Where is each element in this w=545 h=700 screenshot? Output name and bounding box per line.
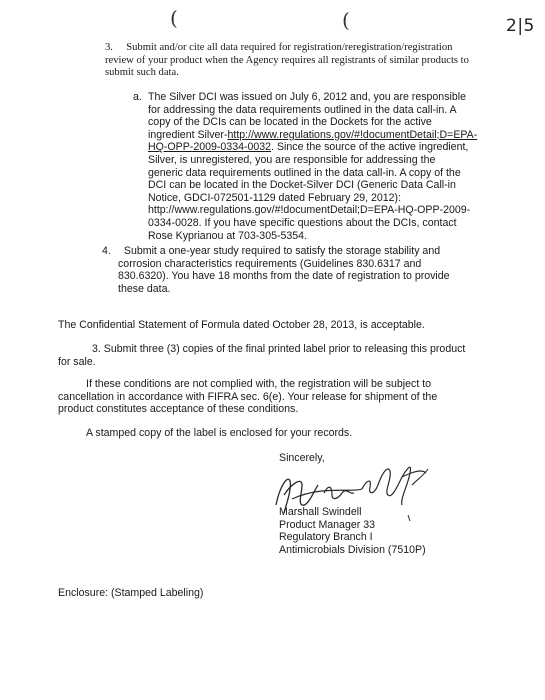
item-3a-line-3: copy of the DCIs can be located in the Dockets for the active (148, 116, 432, 129)
item-3a-line-8: DCI can be located in the Docket-Silver DCI (Generic Data Call-in (148, 179, 456, 192)
item-3a-line-5-text: . Since the source of the active ingredient, (271, 141, 469, 154)
item-4-line-3: 830.6320). You have 18 months from the date of registration to provide (118, 270, 450, 283)
item-4-line-1: Submit a one-year study required to satisfy the storage stability and (123, 245, 441, 257)
item-3-line-1: Submit and/or cite all data required for registration/reregistration/registration (126, 42, 453, 53)
item-3a-line-9: Notice, GDCI-072501-1129 dated February 29, 2012): (148, 191, 402, 204)
conditions-line-3: product constitutes acceptance of these conditions. (58, 403, 299, 416)
label-copies-line-2: for sale. (58, 355, 96, 368)
item-3a-line-7: generic data requirements outlined in the data call-in. A copy of the (148, 166, 461, 179)
handwritten-mark-left: ( (170, 6, 178, 30)
item-3a-letter: a. (133, 91, 142, 103)
item-4-number: 4. (102, 245, 111, 257)
enclosure-note: Enclosure: (Stamped Labeling) (58, 587, 204, 599)
conditions-paragraph (58, 378, 498, 416)
signer-division: Antimicrobials Division (7510P) (279, 543, 426, 556)
item-3a-line-4-text: ingredient Silver- (148, 128, 228, 141)
signer-branch: Regulatory Branch I (279, 531, 373, 544)
item-3a-line-12: Rose Kyprianou at 703-305-5354. (148, 229, 308, 242)
signer-title: Product Manager 33 (279, 518, 375, 531)
item-3a-line-2: for addressing the data requirements outlined in the data call-in. A (148, 103, 457, 116)
item-3a-line-11: 0334-0028. If you have specific questions about the DCIs, contact (148, 216, 457, 229)
csf-statement: The Confidential Statement of Formula dated October 28, 2013, is acceptable. (58, 319, 425, 331)
item-3-line-2: review of your product when the Agency requires all registrants of similar products to (105, 54, 469, 66)
handwritten-mark-right: ( (342, 8, 350, 32)
item-4-line-4: these data. (118, 282, 171, 295)
conditions-line-2: cancellation in accordance with FIFRA sec. 6(e). Your release for shipment of the (58, 390, 438, 403)
item-3-line-3: submit such data. (105, 67, 179, 79)
label-copies-line-1: 3. Submit three (3) copies of the final printed label prior to releasing this product (92, 343, 466, 355)
page-number-handwritten: 2|5 (506, 16, 535, 36)
docket-link-part-1[interactable]: http://www.regulations.gov/#!documentDetail;D=EPA- (227, 128, 478, 141)
stamped-copy-note: A stamped copy of the label is enclosed for your records. (86, 427, 353, 439)
signature-block (279, 506, 499, 556)
conditions-line-1: If these conditions are not complied with, the registration will be subject to (86, 378, 432, 390)
label-copies-paragraph (58, 343, 498, 368)
item-4-paragraph (118, 245, 508, 295)
item-3a-paragraph (148, 91, 488, 242)
docket-link-part-2[interactable]: HQ-OPP-2009-0334-0032 (148, 141, 272, 154)
item-3-number: 3. (105, 42, 113, 53)
item-3-paragraph (105, 42, 505, 80)
signer-name: Marshall Swindell (279, 506, 362, 518)
item-4-line-2: corrosion characteristics requirements (Guidelines 830.6317 and (118, 257, 422, 270)
item-3a-line-1: The Silver DCI was issued on July 6, 2012 and, you are responsible (148, 91, 466, 103)
item-3a-line-10: http://www.regulations.gov/#!documentDetail;D=EPA-HQ-OPP-2009- (148, 204, 471, 217)
closing-sincerely: Sincerely, (279, 452, 325, 464)
item-3a-line-6: Silver, is unregistered, you are responsible for addressing the (148, 153, 436, 166)
